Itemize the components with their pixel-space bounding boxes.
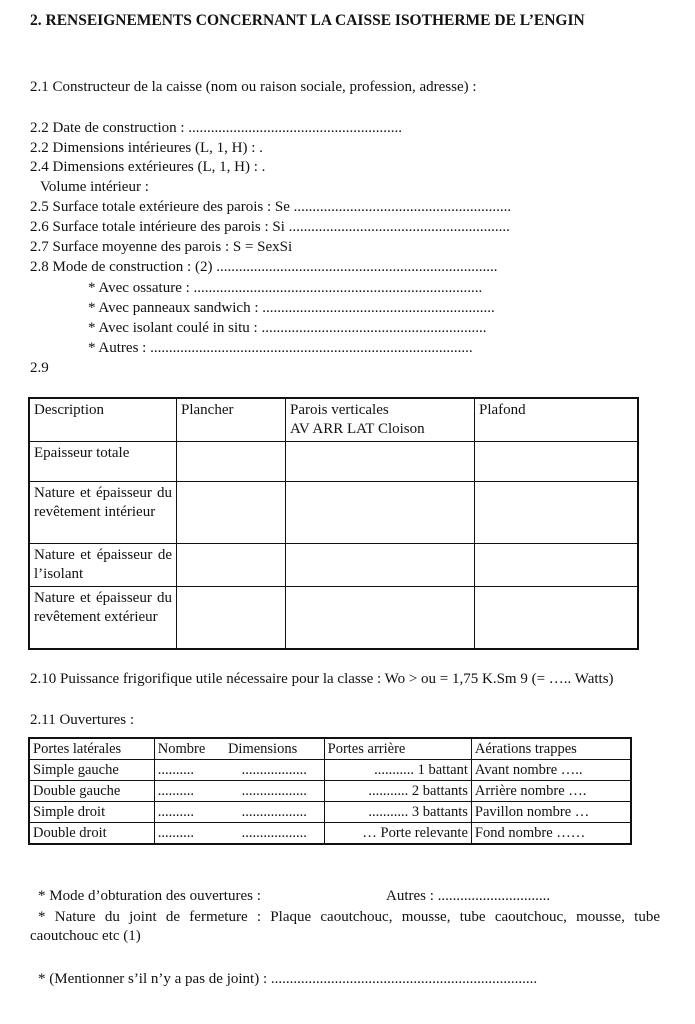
item-2-2-date: 2.2 Date de construction : ......................................................... [30,120,403,136]
header-plancher: Plancher [177,398,286,442]
opening-aeration: Arrière nombre …. [471,781,631,802]
opening-aeration: Pavillon nombre … [471,802,631,823]
openings-table [28,737,632,845]
cell [475,544,639,587]
mode-obturation: * Mode d’obturation des ouvertures : [38,888,261,904]
opening-nombre: .......... [154,823,225,845]
cell [475,482,639,544]
cell [177,544,286,587]
item-sandwich: * Avec panneaux sandwich : .............................................................. [88,300,495,316]
item-2-5: 2.5 Surface totale extérieure des parois : Se .......................................................... [30,199,512,215]
row-isolant: Nature et épaisseur de l’isolant [29,544,177,587]
cell [286,482,475,544]
header-aerations: Aérations trappes [471,738,631,760]
item-autres: * Autres : ...................................................................................... [88,340,473,356]
cell [177,482,286,544]
row-revetement-exterieur: Nature et épaisseur du revêtement extérieur [29,587,177,649]
item-2-10: 2.10 Puissance frigorifique utile nécessaire pour la classe : Wo > ou = 1,75 K.Sm 9 (= ….. Watts) [30,671,614,687]
opening-arriere: ........... 3 battants [324,802,471,823]
row-revetement-interieur: Nature et épaisseur du revêtement intérieur [29,482,177,544]
cell [286,442,475,482]
opening-row-label: Double gauche [29,781,154,802]
opening-arriere: … Porte relevante [324,823,471,845]
autres-obturation: Autres : .............................. [386,888,551,904]
opening-arriere: ........... 1 battant [324,760,471,781]
cell [286,544,475,587]
cell [475,442,639,482]
cell [475,587,639,649]
opening-dimensions: .................. [225,802,324,823]
header-dimensions: Dimensions [225,738,324,760]
item-2-1: 2.1 Constructeur de la caisse (nom ou raison sociale, profession, adresse) : [30,79,477,95]
opening-dimensions: .................. [225,781,324,802]
row-epaisseur-totale: Epaisseur totale [29,442,177,482]
opening-arriere: ........... 2 battants [324,781,471,802]
nature-joint: * Nature du joint de fermeture : Plaque caoutchouc, mousse, tube caoutchouc, mousse, tube caoutchouc etc (1) [30,909,660,944]
item-2-7: 2.7 Surface moyenne des parois : S = SexSi [30,239,293,255]
opening-row-label: Simple droit [29,802,154,823]
item-2-8: 2.8 Mode de construction : (2) ........................................................................... [30,259,498,275]
header-portes-arriere: Portes arrière [324,738,471,760]
cell [177,442,286,482]
cell [286,587,475,649]
opening-row-label: Simple gauche [29,760,154,781]
header-nombre: Nombre [157,741,206,757]
opening-dimensions: .................. [225,823,324,845]
opening-row-label: Double droit [29,823,154,845]
header-description: Description [29,398,177,442]
item-isolant: * Avec isolant coulé in situ : ............................................................ [88,320,487,336]
header-parois-verticales: Parois verticales [290,402,389,418]
header-plafond: Plafond [475,398,639,442]
item-2-6: 2.6 Surface totale intérieure des parois : Si ........................................................... [30,219,510,235]
opening-nombre: .......... [154,781,225,802]
header-portes-laterales: Portes latérales [29,738,154,760]
opening-nombre: .......... [154,760,225,781]
item-2-2-dimensions: 2.2 Dimensions intérieures (L, 1, H) : . [30,140,263,156]
opening-aeration: Fond nombre …… [471,823,631,845]
item-2-4: 2.4 Dimensions extérieures (L, 1, H) : . [30,159,266,175]
opening-nombre: .......... [154,802,225,823]
header-parois [286,398,475,442]
opening-aeration: Avant nombre ….. [471,760,631,781]
volume-interieur: Volume intérieur : [40,179,149,195]
header-parois-detail: AV ARR LAT Cloison [290,421,425,437]
item-2-9: 2.9 [30,360,49,376]
section-title: 2. RENSEIGNEMENTS CONCERNANT LA CAISSE ISOTHERME DE L’ENGIN [30,12,585,29]
item-2-11: 2.11 Ouvertures : [30,712,135,728]
item-ossature: * Avec ossature : ............................................................................. [88,280,483,296]
opening-dimensions: .................. [225,760,324,781]
walls-table [28,397,639,650]
cell [177,587,286,649]
mention-joint: * (Mentionner s’il n’y a pas de joint) : ....................................................................... [38,971,538,987]
